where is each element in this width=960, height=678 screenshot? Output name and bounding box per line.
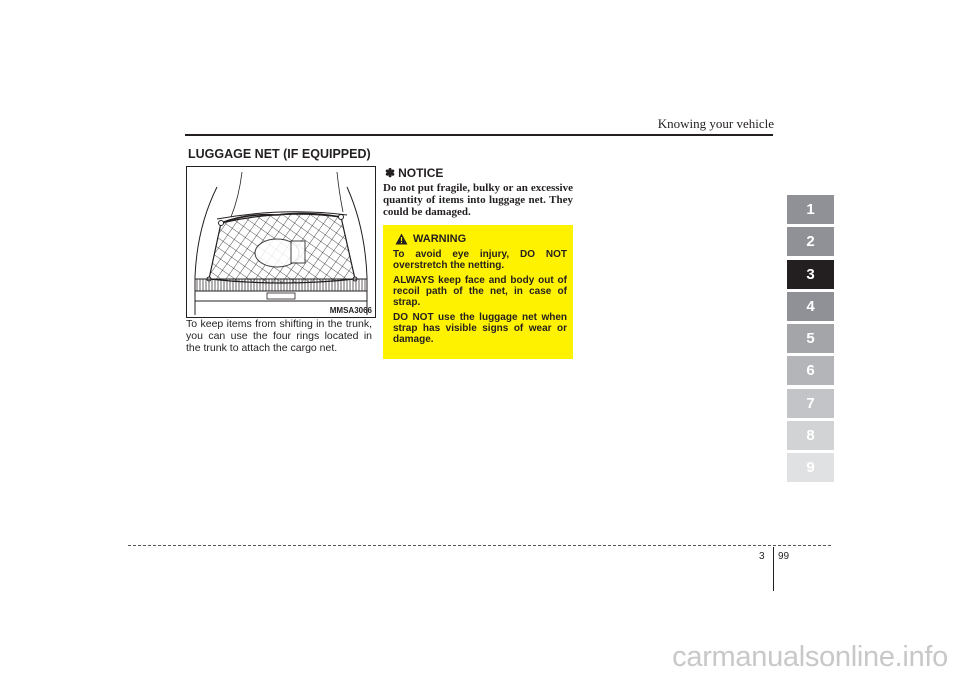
notice-heading	[385, 166, 443, 180]
chapter-tab-7[interactable]: 7	[787, 389, 834, 418]
footer-rule	[128, 545, 831, 546]
chapter-tabs	[787, 195, 834, 486]
section-title: LUGGAGE NET (IF EQUIPPED)	[188, 147, 371, 161]
page-number: 99	[778, 551, 790, 562]
notice-title: NOTICE	[398, 166, 444, 180]
chapter-tab-9[interactable]: 9	[787, 453, 834, 482]
warning-title: WARNING	[413, 233, 467, 245]
figure-code: MMSA3066	[329, 306, 372, 315]
warning-paragraph: ALWAYS keep face and body out of recoil path of the net, in case of strap.	[393, 275, 567, 308]
header-rule	[185, 134, 773, 136]
warning-paragraph: To avoid eye injury, DO NOT overstretch the netting.	[393, 249, 567, 271]
warning-box	[383, 225, 573, 359]
luggage-net-figure	[186, 166, 376, 318]
warning-paragraph: DO NOT use the luggage net when strap has visible signs of wear or damage.	[393, 312, 567, 345]
chapter-tab-1[interactable]: 1	[787, 195, 834, 224]
chapter-tab-3[interactable]: 3	[787, 260, 834, 289]
chapter-tab-5[interactable]: 5	[787, 324, 834, 353]
chapter-tab-2[interactable]: 2	[787, 227, 834, 256]
luggage-net-illustration	[187, 167, 375, 317]
footer-divider	[773, 547, 774, 591]
notice-text: Do not put fragile, bulky or an excessive quantity of items into luggage net. They could be damaged.	[383, 182, 573, 218]
chapter-tab-6[interactable]: 6	[787, 356, 834, 385]
body-paragraph: To keep items from shifting in the trunk, you can use the four rings located in the trunk to attach the cargo net.	[186, 318, 372, 354]
chapter-tab-4[interactable]: 4	[787, 292, 834, 321]
chapter-tab-8[interactable]: 8	[787, 421, 834, 450]
watermark: carmanualsonline.info	[672, 641, 948, 673]
header-title: Knowing your vehicle	[657, 116, 774, 131]
warning-triangle-icon	[395, 233, 408, 245]
warning-heading	[395, 233, 567, 245]
page-chapter: 3	[759, 551, 765, 562]
notice-mark-icon: ✽	[385, 166, 396, 180]
